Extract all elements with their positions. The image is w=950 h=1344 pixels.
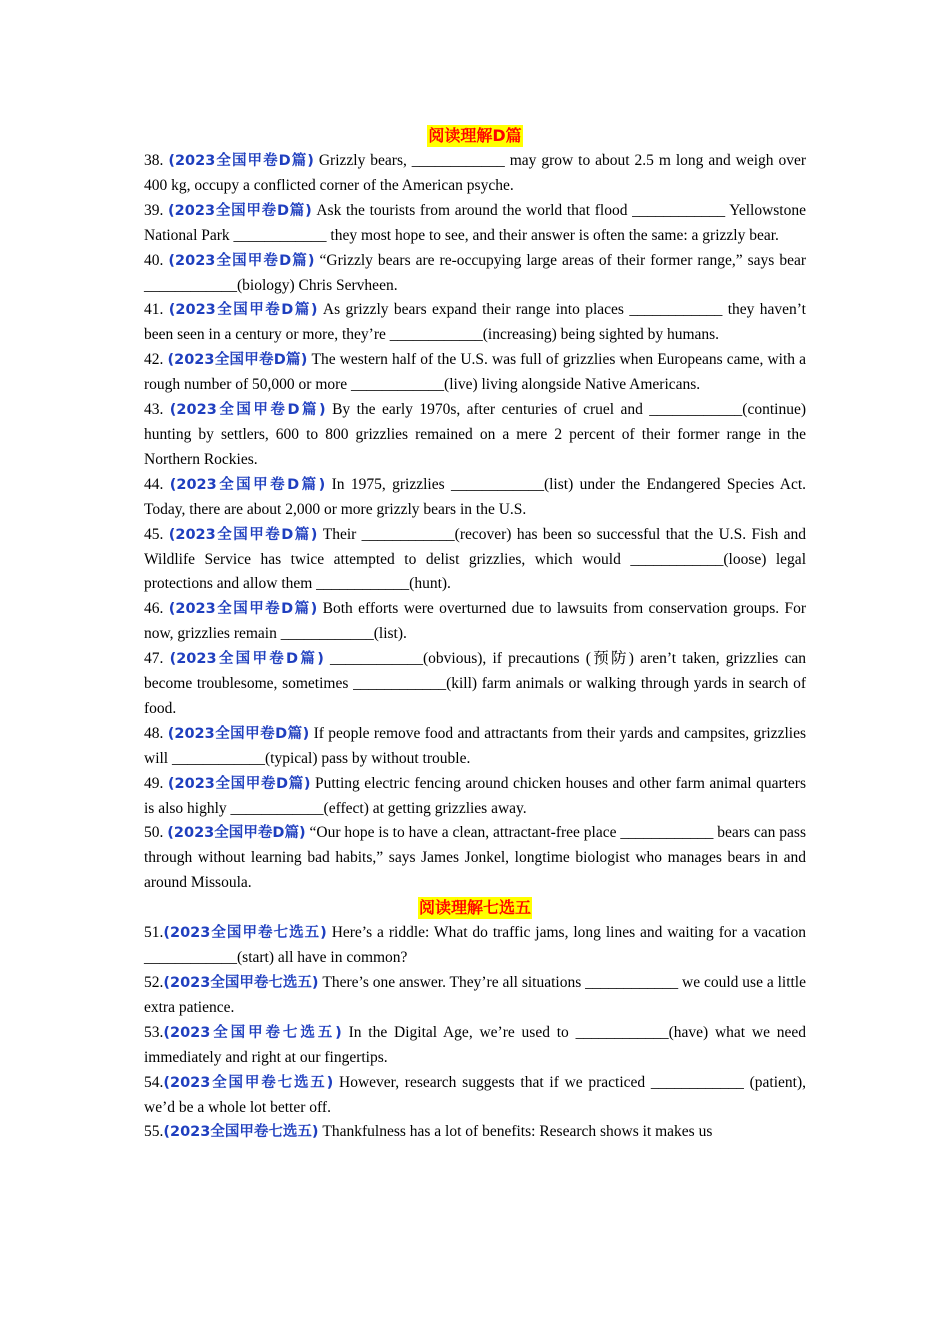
question-text: Both efforts were overturned due to lawsuits from conservation groups. For now, grizzlies remain ____________(list).	[144, 600, 806, 643]
question-item	[144, 1071, 806, 1121]
question-item	[144, 647, 806, 722]
question-number: 42.	[144, 351, 168, 369]
question-number: 52.	[144, 974, 164, 991]
question-item	[144, 772, 806, 822]
source-tag: (2023全国甲卷D篇)	[169, 651, 324, 668]
question-number: 55.	[144, 1123, 164, 1141]
question-text: The western half of the U.S. was full of grizzlies when Europeans came, with a rough number of 50,000 or more ____________(live) living alongside Native Americans.	[144, 351, 806, 394]
source-tag: (2023全国甲卷D篇)	[168, 601, 318, 618]
source-tag: (2023全国甲卷D篇)	[169, 402, 326, 419]
question-number: 51.	[144, 924, 164, 942]
question-text: If people remove food and attractants from their yards and campsites, grizzlies will ____________(typical) pass by without trouble.	[144, 724, 806, 767]
question-number: 41.	[144, 301, 169, 319]
question-number: 46.	[144, 600, 169, 618]
question-number: 43.	[144, 401, 170, 419]
question-item	[144, 398, 806, 473]
question-item	[144, 199, 806, 249]
question-text: “Our hope is to have a clean, attractant-free place ____________ bears can pass through without learning bad habits,” says James Jonkel, longtime biologist who manages bears in and around Missoula.	[144, 824, 806, 892]
source-tag: (2023全国甲卷D篇)	[167, 775, 311, 792]
question-item	[144, 1120, 806, 1145]
question-number: 44.	[144, 475, 170, 493]
question-text: Grizzly bears, ____________ may grow to about 2.5 m long and weigh over 400 kg, occupy a conflicted corner of the American psyche.	[144, 152, 806, 194]
question-number: 39.	[144, 201, 169, 219]
source-tag: (2023全国甲卷D篇)	[167, 825, 306, 842]
question-item	[144, 473, 806, 523]
question-text: As grizzly bears expand their range into places ____________ they haven’t been seen in a century or more, they’re ____________(increasing) being sighted by humans.	[144, 301, 806, 344]
question-number: 50.	[144, 824, 168, 842]
section-heading-row	[144, 124, 806, 149]
question-text: By the early 1970s, after centuries of cruel and ____________(continue) hunting by settlers, 600 to 800 grizzlies remained on a mere 2 percent of their former range in the Northern Rockies.	[144, 401, 806, 468]
question-text: Ask the tourists from around the world that flood ____________ Yellowstone National Park ____________ they most hope to see, and their answer is often the same: a grizzly bear.	[144, 201, 806, 244]
source-tag: (2023全国甲卷七选五)	[163, 1024, 342, 1041]
question-number: 47.	[144, 650, 170, 668]
question-item	[144, 597, 806, 647]
source-tag: (2023全国甲卷D篇)	[168, 202, 312, 219]
question-text: Thankfulness has a lot of benefits: Research shows it makes us	[318, 1123, 713, 1141]
question-number: 53.	[144, 1023, 164, 1041]
question-item	[144, 722, 806, 772]
section-heading: 阅读理解D篇	[428, 126, 522, 145]
source-tag: (2023全国甲卷七选五)	[163, 1124, 319, 1141]
question-text: In the Digital Age, we’re used to ____________(have) what we need immediately and right at our fingertips.	[144, 1023, 806, 1066]
question-item	[144, 298, 806, 348]
document-content	[144, 124, 806, 1145]
source-tag: (2023全国甲卷D篇)	[167, 352, 308, 369]
source-tag: (2023全国甲卷D篇)	[168, 526, 318, 543]
question-text: ____________(obvious), if precautions (预防) aren’t taken, grizzlies can become troublesome, sometimes ____________(kill) farm animals or walking through yards in search of food.	[144, 650, 806, 717]
question-number: 54.	[144, 1073, 164, 1091]
question-item	[144, 523, 806, 598]
question-text: In 1975, grizzlies ____________(list) under the Endangered Species Act. Today, there are about 2,000 or more grizzly bears in the U.S.	[144, 475, 806, 518]
question-text: Here’s a riddle: What do traffic jams, long lines and waiting for a vacation ____________(start) all have in common?	[144, 924, 806, 967]
question-number: 45.	[144, 525, 169, 543]
question-item	[144, 348, 806, 398]
question-text: Their ____________(recover) has been so successful that the U.S. Fish and Wildlife Service has twice attempted to delist grizzlies, which would ____________(loose) legal protections and allow them ____________(hunt).	[144, 525, 806, 593]
question-item	[144, 249, 806, 299]
source-tag: (2023全国甲卷D篇)	[168, 252, 315, 269]
source-tag: (2023全国甲卷七选五)	[163, 975, 319, 991]
question-text: There’s one answer. They’re all situations ____________ we could use a little extra patience.	[144, 974, 806, 1016]
source-tag: (2023全国甲卷D篇)	[168, 302, 318, 319]
question-number: 49.	[144, 774, 168, 792]
question-item	[144, 821, 806, 896]
question-number: 48.	[144, 724, 168, 742]
source-tag: (2023全国甲卷D篇)	[169, 476, 326, 493]
question-text: Putting electric fencing around chicken houses and other farm animal quarters is also highly ____________(effect) at getting grizzlies away.	[144, 774, 806, 817]
question-item	[144, 971, 806, 1021]
question-number: 40.	[144, 251, 169, 269]
question-text: “Grizzly bears are re-occupying large areas of their former range,” says bear ____________(biology) Chris Servheen.	[144, 251, 806, 294]
source-tag: (2023全国甲卷D篇)	[168, 153, 314, 169]
section-heading: 阅读理解七选五	[418, 898, 531, 918]
question-item	[144, 149, 806, 199]
question-text: However, research suggests that if we practiced ____________ (patient), we’d be a whole lot better off.	[144, 1073, 806, 1116]
source-tag: (2023全国甲卷七选五)	[163, 1074, 334, 1091]
source-tag: (2023全国甲卷D篇)	[167, 725, 310, 742]
question-item	[144, 921, 806, 971]
question-item	[144, 1021, 806, 1071]
source-tag: (2023全国甲卷七选五)	[163, 925, 327, 942]
question-number: 38.	[144, 152, 169, 169]
section-heading-row	[144, 896, 806, 921]
